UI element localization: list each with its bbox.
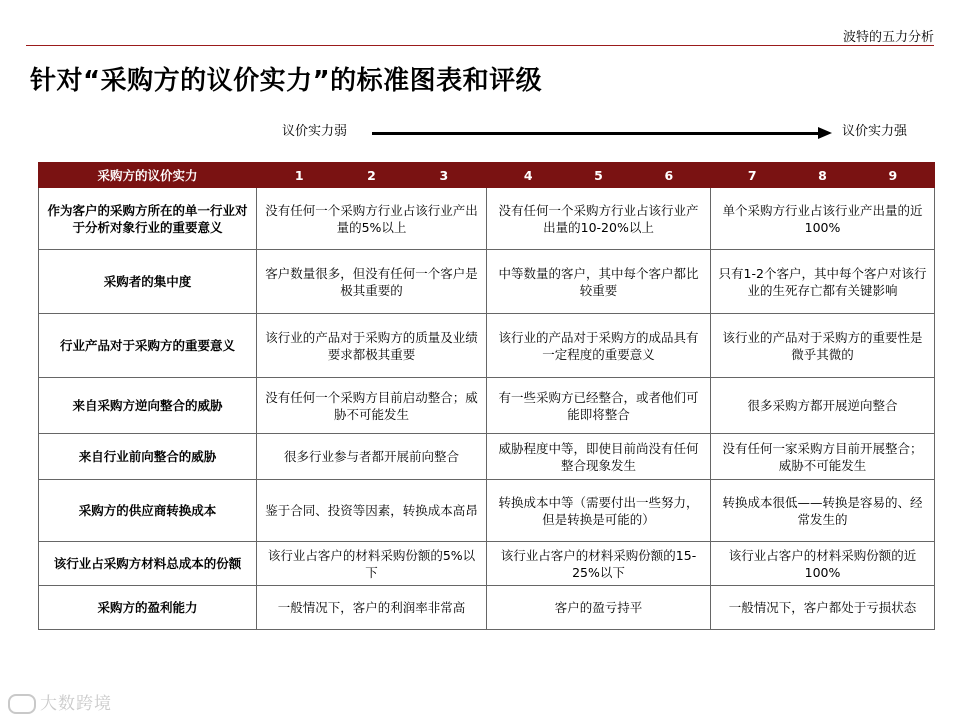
table-cell: 该行业占客户的材料采购份额的5%以下 <box>257 542 487 586</box>
table-header-row <box>39 163 935 188</box>
table-cell: 转换成本中等（需要付出一些努力，但是转换是可能的） <box>487 480 711 542</box>
table-cell: 没有任何一家采购方目前开展整合；威胁不可能发生 <box>711 434 935 480</box>
row-label: 行业产品对于采购方的重要意义 <box>39 314 257 378</box>
table-cell: 客户数量很多，但没有任何一个客户是极其重要的 <box>257 250 487 314</box>
header-group-mid <box>487 163 711 188</box>
table-cell: 威胁程度中等，即使目前尚没有任何整合现象发生 <box>487 434 711 480</box>
table-cell: 没有任何一个采购方行业占该行业产出量的10-20%以上 <box>487 188 711 250</box>
table-cell: 鉴于合同、投资等因素，转换成本高昂 <box>257 480 487 542</box>
header-label: 采购方的议价实力 <box>39 163 257 188</box>
scale-number: 4 <box>523 167 533 183</box>
scale-number: 8 <box>818 167 827 183</box>
row-label: 来自采购方逆向整合的威胁 <box>39 378 257 434</box>
row-label: 作为客户的采购方所在的单一行业对于分析对象行业的重要意义 <box>39 188 257 250</box>
table-cell: 没有任何一个采购方目前启动整合；威胁不可能发生 <box>257 378 487 434</box>
table-cell: 只有1-2个客户，其中每个客户对该行业的生死存亡都有关键影响 <box>711 250 935 314</box>
scale-number: 7 <box>747 167 757 183</box>
table-row <box>39 586 935 630</box>
table-row <box>39 250 935 314</box>
scale-number: 9 <box>888 167 898 183</box>
table-cell: 一般情况下，客户的利润率非常高 <box>257 586 487 630</box>
table-cell: 该行业占客户的材料采购份额的近100% <box>711 542 935 586</box>
table-cell: 一般情况下，客户都处于亏损状态 <box>711 586 935 630</box>
row-label: 采购者的集中度 <box>39 250 257 314</box>
table-cell: 该行业占客户的材料采购份额的15-25%以下 <box>487 542 711 586</box>
table-cell: 很多采购方都开展逆向整合 <box>711 378 935 434</box>
table-cell: 该行业的产品对于采购方的成品具有一定程度的重要意义 <box>487 314 711 378</box>
header-group-high <box>711 163 935 188</box>
table-cell: 中等数量的客户，其中每个客户都比较重要 <box>487 250 711 314</box>
row-label: 采购方的供应商转换成本 <box>39 480 257 542</box>
table-row <box>39 314 935 378</box>
table-cell: 有一些采购方已经整合，或者他们可能即将整合 <box>487 378 711 434</box>
table-cell: 没有任何一个采购方行业占该行业产出量的5%以上 <box>257 188 487 250</box>
table-cell: 很多行业参与者都开展前向整合 <box>257 434 487 480</box>
row-label: 来自行业前向整合的威胁 <box>39 434 257 480</box>
row-label: 采购方的盈利能力 <box>39 586 257 630</box>
scale-weak-label: 议价实力弱 <box>282 124 348 139</box>
table-cell: 转换成本很低——转换是容易的、经常发生的 <box>711 480 935 542</box>
table-cell: 单个采购方行业占该行业产出量的近100% <box>711 188 935 250</box>
table-cell: 该行业的产品对于采购方的重要性是微乎其微的 <box>711 314 935 378</box>
rating-table <box>38 162 935 630</box>
section-label: 波特的五力分析 <box>842 30 934 45</box>
scale-strong-label: 议价实力强 <box>842 124 908 139</box>
header-group-low <box>257 163 487 188</box>
scale-number: 3 <box>439 167 449 183</box>
table-cell: 客户的盈亏持平 <box>487 586 711 630</box>
table-row <box>39 188 935 250</box>
table-cell: 该行业的产品对于采购方的质量及业绩要求都极其重要 <box>257 314 487 378</box>
table-row <box>39 480 935 542</box>
table-row <box>39 434 935 480</box>
scale-number: 2 <box>367 167 376 183</box>
scale-number: 1 <box>294 167 304 183</box>
watermark <box>8 689 112 714</box>
row-label: 该行业占采购方材料总成本的份额 <box>39 542 257 586</box>
scale-number: 5 <box>594 167 603 183</box>
table-row <box>39 378 935 434</box>
scale-arrow-icon <box>372 132 832 135</box>
page-title: 针对“采购方的议价实力”的标准图表和评级 <box>30 66 543 96</box>
watermark-text: 大数跨境 <box>40 694 112 714</box>
logo-icon <box>8 694 36 714</box>
header-divider <box>26 45 934 46</box>
table-row <box>39 542 935 586</box>
scale-number: 6 <box>664 167 674 183</box>
